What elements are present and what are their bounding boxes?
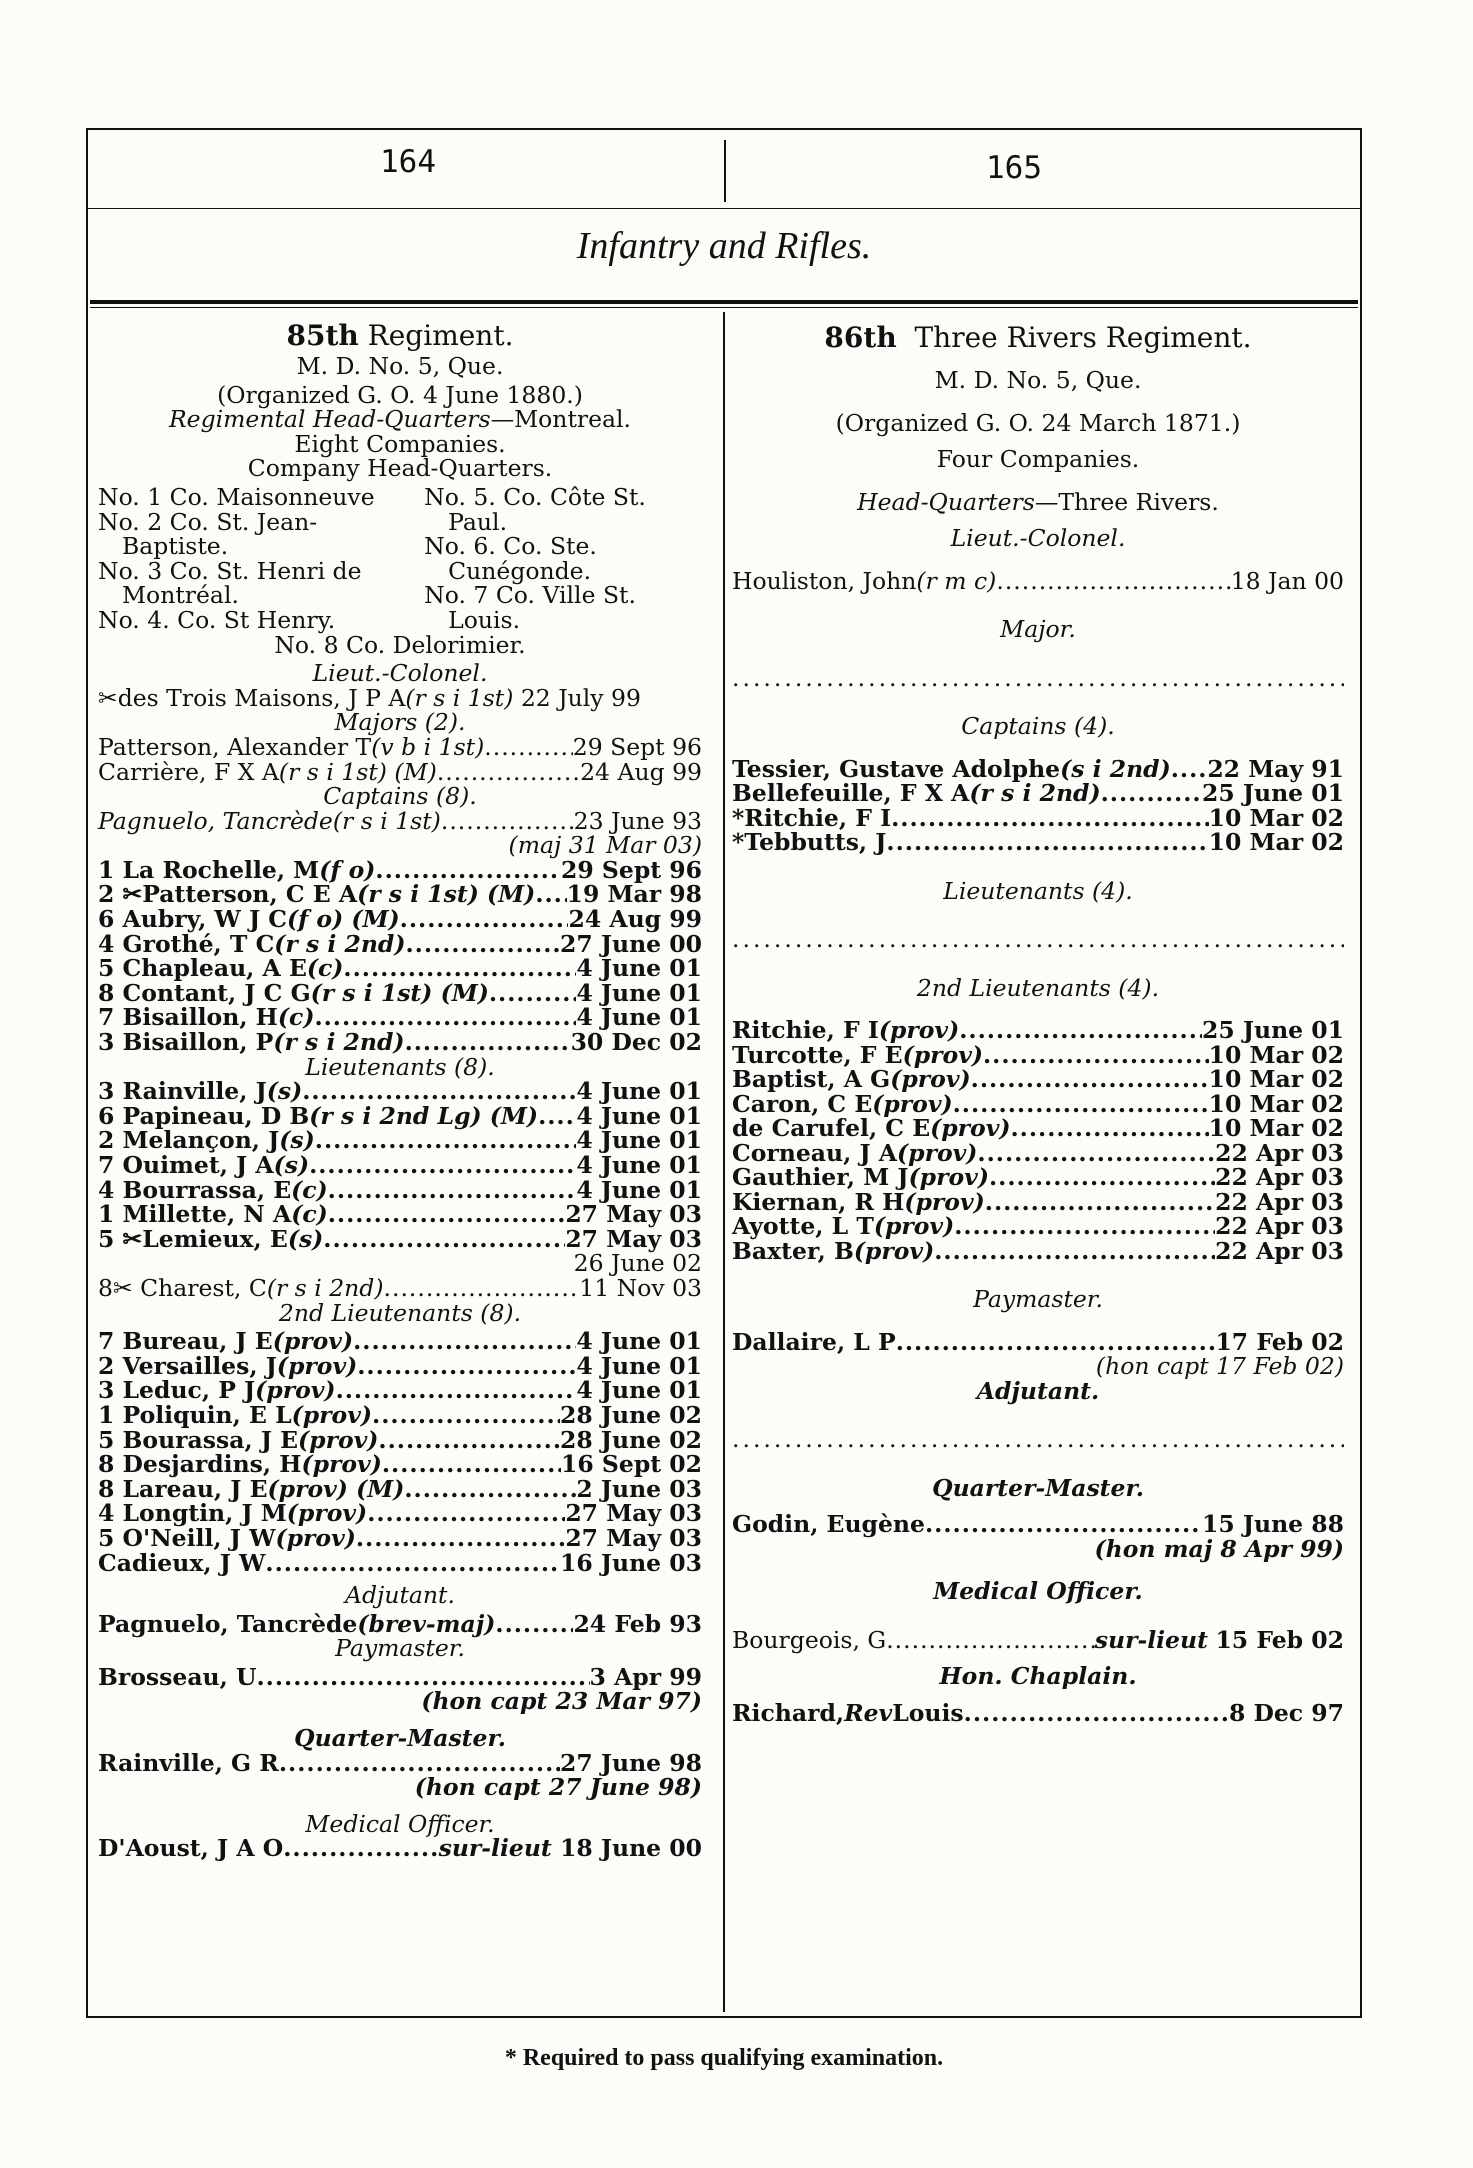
second-lieutenants-label: 2nd Lieutenants (8).	[278, 1298, 522, 1327]
captains-list	[98, 855, 702, 1057]
officer-date: 24 Feb 93	[573, 1609, 702, 1638]
officer-date: 27 May 03	[565, 1499, 702, 1528]
officer-note: (prov)	[275, 1523, 356, 1552]
heavy-rule	[90, 300, 1358, 304]
officer-date: 24 Aug 99	[580, 757, 702, 786]
officer-entry	[98, 1400, 702, 1429]
officer-date: 23 June 93	[573, 806, 702, 835]
officer-note: (f o)	[319, 855, 376, 884]
officer-note: (r m c)	[916, 566, 997, 595]
officer-note: (prov)	[255, 1376, 336, 1405]
captains-label: Captains (8).	[323, 782, 477, 811]
officer-note: (prov)	[872, 1089, 953, 1118]
officer-name: 8 Lareau, J E	[98, 1474, 268, 1503]
officer-date: 22 Apr 03	[1215, 1187, 1344, 1216]
organized-order: (Organized G. O. 4 June 1880.)	[217, 380, 583, 409]
officer-entry	[732, 1116, 1344, 1141]
officer-date: 4 June 01	[576, 1327, 702, 1356]
officer-date: 22 May 91	[1207, 754, 1344, 783]
officer-name: 6 Papineau, D B	[98, 1101, 310, 1130]
officer-note: (r s i 1st)	[405, 683, 514, 712]
officer-date: 15 Feb 02	[1215, 1625, 1344, 1654]
officer-name: 4 Bourrassa, E	[98, 1175, 292, 1204]
adjutant-label: Adjutant.	[345, 1581, 455, 1610]
officer-entry	[732, 566, 1344, 595]
officer-entry	[98, 1175, 702, 1204]
officer-date: 22 Apr 03	[1215, 1212, 1344, 1241]
officer-note: (prov)	[291, 1400, 373, 1429]
company-item: Montréal.	[122, 581, 239, 610]
officer-date: 22 Apr 03	[1215, 1163, 1344, 1192]
officer-name: Kiernan, R H	[732, 1187, 905, 1216]
officer-note: (prov)	[930, 1114, 1011, 1143]
officer-entry	[98, 1128, 702, 1153]
officer-name: Dallaire, L P	[732, 1327, 896, 1356]
officer-entry	[732, 1040, 1344, 1069]
officer-note: (f o) (M)	[287, 905, 400, 934]
officer-name: Baptist, A G	[732, 1065, 891, 1094]
officer-entry	[732, 781, 1344, 806]
company-item: Paul.	[448, 507, 508, 536]
officer-name: 2 ✂Patterson, C E A	[98, 880, 358, 909]
military-district: M. D. No. 5, Que.	[296, 352, 504, 380]
officer-date: 10 Mar 02	[1208, 1089, 1344, 1118]
officer-entry	[732, 1138, 1344, 1167]
officer-date: 4 June 01	[576, 978, 702, 1007]
officer-entry	[98, 732, 702, 761]
officer-name: ✂des Trois Maisons, J P A	[98, 683, 406, 712]
officer-name: Pagnuelo, Tancrède	[98, 806, 333, 835]
officer-entry	[98, 1523, 702, 1552]
officer-entry	[98, 1836, 702, 1861]
officer-date: 29 Sept 96	[572, 732, 702, 761]
left-frame	[86, 128, 88, 2018]
hq-label: Head-Quarters	[857, 487, 1035, 516]
officer-note: (s)	[273, 1151, 310, 1179]
officer-name: 3 Rainville, J	[98, 1077, 267, 1106]
officer-entry	[98, 1378, 702, 1403]
header-rule	[86, 208, 1362, 209]
officer-date: 28 June 02	[559, 1425, 702, 1454]
adjutant-label: Adjutant.	[976, 1376, 1100, 1405]
regiment-ordinal: 85th	[286, 319, 359, 352]
officer-note: (r s i 2nd)	[969, 779, 1101, 808]
officer-note: sur-lieut	[438, 1834, 552, 1863]
officer-date: 16 Sept 02	[561, 1450, 702, 1479]
officer-date: 11 Nov 03	[579, 1273, 702, 1302]
lieutenants-label: Lieutenants (4).	[943, 876, 1133, 905]
officer-extra: (hon capt 23 Mar 97)	[421, 1687, 702, 1716]
officer-entry	[98, 1501, 702, 1526]
officer-name: Carrière, F X A	[98, 757, 279, 786]
officer-entry	[98, 1452, 702, 1477]
lieutenants-list	[98, 1079, 702, 1251]
officer-name: 3 Bisaillon, P	[98, 1028, 274, 1057]
officer-entry	[732, 1214, 1344, 1239]
officer-name: Tessier, Gustave Adolphe	[732, 754, 1061, 783]
officer-name: Houliston, John	[732, 566, 917, 595]
regiment-heading	[732, 320, 1344, 356]
regiment-heading	[98, 318, 702, 354]
officer-note: (r s i 1st) (M)	[357, 880, 536, 909]
officer-extra: (hon capt 17 Feb 02)	[1095, 1352, 1344, 1381]
company-item: No. 1 Co. Maisonneuve	[98, 482, 375, 511]
officer-note: (prov)	[902, 1040, 983, 1069]
officer-note: (prov)	[890, 1065, 971, 1094]
officer-date: 25 June 01	[1201, 779, 1344, 808]
top-rule	[86, 128, 1362, 130]
left-column	[98, 318, 702, 1861]
officer-note: (prov)	[853, 1236, 935, 1265]
officer-date: 19 Mar 98	[566, 880, 702, 909]
officer-entry	[732, 1327, 1344, 1356]
officer-name: 8✂ Charest, C	[98, 1273, 267, 1302]
officer-name: 2 Versailles, J	[98, 1351, 277, 1380]
officer-extra: (maj 31 Mar 03)	[508, 831, 702, 860]
hq-value: —Three Rivers.	[1034, 487, 1219, 516]
officer-date: 8 Dec 97	[1228, 1698, 1344, 1727]
officer-date: 2 June 03	[576, 1474, 702, 1503]
officer-note: (r s i 2nd)	[273, 1028, 405, 1057]
officer-date: 3 Apr 99	[589, 1662, 702, 1691]
company-item: No. 6. Co. Ste.	[424, 532, 597, 561]
officer-entry	[732, 1187, 1344, 1216]
second-lieutenants-list	[732, 1018, 1344, 1263]
officer-entry	[98, 1273, 702, 1302]
company-item: No. 3 Co. St. Henri de	[98, 556, 362, 585]
officer-name: 5 Chapleau, A E	[98, 954, 307, 983]
officer-entry	[98, 1748, 702, 1777]
officer-entry	[98, 929, 702, 958]
officer-entry	[98, 1329, 702, 1354]
officer-entry	[98, 1609, 702, 1638]
officer-name: 5 ✂Lemieux, E	[98, 1224, 288, 1253]
officer-date: 4 June 01	[576, 1175, 702, 1204]
officer-name: 7 Bisaillon, H	[98, 1003, 278, 1032]
officer-name: 2 Melançon, J	[98, 1126, 280, 1155]
officer-date: 4 June 01	[576, 1101, 702, 1130]
officer-name: 5 Bourassa, J E	[98, 1425, 299, 1454]
company-hq-label: Company Head-Quarters.	[247, 454, 553, 483]
company-item: Baptiste.	[122, 532, 229, 561]
officer-note: sur-lieut	[1094, 1625, 1208, 1654]
officer-date: 27 May 03	[565, 1200, 702, 1229]
officer-date: 10 Mar 02	[1208, 1114, 1344, 1143]
officer-name: Corneau, J A	[732, 1138, 898, 1167]
officer-name: Bourgeois, G	[732, 1625, 887, 1654]
officer-note: (v b i 1st)	[371, 732, 485, 761]
paymaster-label: Paymaster.	[973, 1285, 1103, 1314]
officer-date: 22 Apr 03	[1215, 1138, 1344, 1167]
officer-entry	[98, 1662, 702, 1691]
officer-name: de Carufel, C E	[732, 1114, 931, 1143]
company-item: Cunégonde.	[448, 556, 592, 585]
officer-name: 5 O'Neill, J W	[98, 1523, 276, 1552]
company-item: No. 2 Co. St. Jean-	[98, 507, 318, 536]
officer-entry	[732, 1165, 1344, 1190]
officer-date: 28 June 02	[559, 1400, 702, 1429]
officer-entry	[98, 1101, 702, 1130]
second-lieutenants-label: 2nd Lieutenants (4).	[916, 973, 1160, 1002]
regiment-name: Three Rivers Regiment.	[914, 321, 1252, 354]
officer-entry	[98, 1005, 702, 1030]
officer-name: 8 Desjardins, H	[98, 1450, 302, 1479]
hq-label: Regimental Head-Quarters	[168, 405, 491, 434]
officer-note: (c)	[306, 954, 344, 983]
officer-name: 7 Bureau, J E	[98, 1327, 273, 1356]
officer-date: 27 May 03	[565, 1224, 702, 1253]
headquarters	[732, 487, 1344, 516]
companies-right	[424, 482, 702, 634]
officer-entry	[732, 1625, 1344, 1654]
officer-name: Brosseau, U	[98, 1662, 257, 1691]
officer-note: (prov)	[272, 1327, 354, 1356]
officer-entry	[98, 1079, 702, 1104]
officer-name: 1 La Rochelle, M	[98, 855, 320, 884]
officer-note: (prov)	[276, 1351, 358, 1380]
officer-date: 10 Mar 02	[1208, 1040, 1344, 1069]
company-list	[98, 482, 702, 634]
officer-date: 18 Jan 00	[1230, 566, 1344, 595]
lieutenants-label: Lieutenants (8).	[305, 1052, 495, 1081]
officer-entry	[98, 855, 702, 884]
second-lieutenants-list	[98, 1329, 702, 1575]
officer-date: 27 May 03	[565, 1523, 702, 1552]
officer-date: 4 June 01	[576, 1151, 702, 1179]
officer-date: 18 June 00	[559, 1834, 702, 1863]
regiment-name: Regiment.	[367, 319, 514, 352]
officer-note: (prov)	[904, 1187, 985, 1216]
quartermaster-label: Quarter-Master.	[294, 1724, 506, 1753]
officer-name: 1 Millette, N A	[98, 1200, 292, 1229]
officer-note: (s)	[279, 1126, 315, 1155]
officer-entry	[98, 1351, 702, 1380]
officer-name: Ritchie, F I	[732, 1016, 879, 1045]
officer-entry	[732, 1236, 1344, 1265]
officer-date: 22 Apr 03	[1215, 1236, 1344, 1265]
right-page-number: 165	[986, 150, 1042, 186]
officer-date: 4 June 01	[576, 1376, 702, 1405]
page-number-divider	[724, 140, 726, 202]
officer-entry	[732, 1018, 1344, 1043]
bottom-rule	[86, 2016, 1362, 2018]
officer-date: 25 June 01	[1201, 1016, 1344, 1045]
officer-name: Bellefeuille, F X A	[732, 779, 970, 808]
vacant-entry	[732, 1427, 1344, 1452]
hq-value: —Montreal.	[490, 405, 632, 434]
thin-rule	[90, 307, 1358, 308]
company-item: No. 5. Co. Côte St.	[424, 482, 646, 511]
officer-entry	[98, 1202, 702, 1227]
medical-label: Medical Officer.	[933, 1577, 1143, 1606]
officer-name: Pagnuelo, Tancrède	[98, 1609, 358, 1638]
medical-label: Medical Officer.	[305, 1809, 495, 1838]
officer-entry	[732, 1698, 1344, 1727]
officer-name: 4 Grothé, T C	[98, 929, 275, 958]
officer-date: 10 Mar 02	[1208, 828, 1344, 857]
officer-entry	[732, 754, 1344, 783]
majors-label: Majors (2).	[334, 708, 466, 737]
officer-date: 4 June 01	[576, 1077, 702, 1106]
officer-extra: 26 June 02	[573, 1249, 702, 1278]
officer-note: (r s i 2nd Lg) (M)	[309, 1101, 539, 1130]
officer-date: 27 June 98	[559, 1748, 702, 1777]
officer-note: (r s i 1st) (M)	[310, 978, 489, 1007]
officer-date: 29 Sept 96	[561, 855, 702, 884]
officer-date: 24 Aug 99	[568, 905, 702, 934]
regiment-ordinal: 86th	[824, 321, 897, 354]
officer-name: 7 Ouimet, J A	[98, 1151, 274, 1179]
military-district: M. D. No. 5, Que.	[934, 366, 1142, 394]
headquarters	[98, 407, 702, 432]
officer-name: 3 Leduc, P J	[98, 1376, 256, 1405]
officer-note: (s i 2nd)	[1060, 754, 1171, 783]
officer-date: 4 June 01	[576, 1003, 702, 1032]
officer-note: (prov)	[878, 1016, 960, 1045]
officer-date: 17 Feb 02	[1215, 1327, 1344, 1356]
officer-entry	[98, 806, 702, 835]
organized-order: (Organized G. O. 24 March 1871.)	[835, 408, 1241, 437]
officer-note: Rev	[844, 1698, 893, 1727]
officer-entry	[98, 1030, 702, 1055]
officer-entry	[98, 1474, 702, 1503]
officer-date: 15 June 88	[1201, 1510, 1344, 1539]
officer-name: Cadieux, J W	[98, 1548, 266, 1577]
captains-label: Captains (4).	[961, 712, 1115, 741]
paymaster-label: Paymaster.	[335, 1634, 465, 1663]
officer-entry	[98, 1224, 702, 1253]
officer-note: (prov)	[286, 1499, 368, 1528]
officer-date: 30 Dec 02	[570, 1028, 702, 1057]
officer-date: 22 July 99	[520, 683, 641, 712]
officer-date: 4 June 01	[576, 1351, 702, 1380]
officer-note: (c)	[291, 1200, 328, 1229]
officer-name: 6 Aubry, W J C	[98, 905, 288, 934]
officer-entry	[732, 1067, 1344, 1092]
officer-name: 8 Contant, J C G	[98, 978, 311, 1007]
vacant-entry	[732, 666, 1344, 691]
officer-note: (r s i 2nd)	[266, 1273, 384, 1302]
officer-date: 27 June 00	[559, 929, 702, 958]
officer-name: Ayotte, L T	[732, 1212, 874, 1241]
chaplain-label: Hon. Chaplain.	[939, 1662, 1137, 1691]
officer-note: (prov)	[298, 1425, 379, 1454]
company-item: No. 8 Co. Delorimier.	[274, 630, 526, 659]
officer-entry	[98, 683, 702, 712]
officer-name: Gauthier, M J	[732, 1163, 909, 1192]
right-column	[732, 318, 1344, 1725]
officer-note: (c)	[291, 1175, 328, 1204]
company-item: No. 4. Co. St Henry.	[98, 605, 336, 634]
company-item: Louis.	[448, 605, 521, 634]
companies-left	[98, 482, 424, 634]
officer-entry	[98, 1153, 702, 1178]
officer-note: (r s i 1st) (M)	[278, 757, 437, 786]
officer-name: Patterson, Alexander T	[98, 732, 372, 761]
officer-entry	[98, 757, 702, 786]
captains-list	[732, 754, 1344, 857]
officer-name: D'Aoust, J A O	[98, 1834, 284, 1863]
officer-note: (prov)	[873, 1212, 955, 1241]
officer-note: (s)	[266, 1077, 303, 1106]
officer-name: 4 Longtin, J M	[98, 1499, 287, 1528]
officer-extra: (hon capt 27 June 98)	[414, 1773, 702, 1802]
footnote: * Required to pass qualifying examination.	[504, 2045, 944, 2071]
companies-count: Eight Companies.	[294, 429, 506, 458]
officer-name: 1 Poliquin, E L	[98, 1400, 292, 1429]
officer-name: Louis	[892, 1698, 964, 1727]
left-page-number: 164	[380, 144, 436, 180]
officer-name: Rainville, G R	[98, 1748, 279, 1777]
officer-entry	[732, 1089, 1344, 1118]
officer-date: 16 June 03	[559, 1548, 702, 1577]
lieut-colonel-label: Lieut.-Colonel.	[950, 524, 1126, 552]
vacant-entry	[732, 927, 1344, 952]
officer-note: (brev-maj)	[357, 1609, 496, 1638]
page-sheet	[86, 128, 1362, 2071]
officer-name: Caron, C E	[732, 1089, 873, 1118]
officer-name: Baxter, B	[732, 1236, 854, 1265]
officer-name: *Tebbutts, J	[732, 828, 887, 857]
officer-entry	[98, 1425, 702, 1454]
officer-extra: (hon maj 8 Apr 99)	[1094, 1534, 1344, 1563]
officer-note: (r s i 1st)	[332, 806, 441, 835]
officer-date: 4 June 01	[576, 954, 702, 983]
officer-note: (prov)	[908, 1163, 989, 1192]
column-divider	[723, 312, 725, 2012]
officer-entry	[98, 978, 702, 1007]
officer-note: (r s i 2nd)	[274, 929, 406, 958]
officer-name: *Ritchie, F I	[732, 803, 892, 832]
officer-note: (prov)	[301, 1450, 382, 1479]
officer-date: 10 Mar 02	[1208, 1065, 1344, 1094]
officer-note: (prov) (M)	[267, 1474, 405, 1503]
officer-entry	[98, 882, 702, 907]
officer-entry	[98, 907, 702, 932]
running-head: Infantry and Rifles.	[576, 225, 872, 267]
officer-note: (c)	[277, 1003, 315, 1032]
companies-count: Four Companies.	[936, 445, 1140, 473]
officer-date: 10 Mar 02	[1208, 803, 1344, 832]
officer-name: Godin, Eugène	[732, 1510, 925, 1539]
officer-note: (prov)	[897, 1138, 978, 1167]
officer-name: Turcotte, F E	[732, 1040, 903, 1069]
lieut-colonel-label: Lieut.-Colonel.	[312, 659, 488, 688]
officer-entry	[732, 803, 1344, 832]
company-item: No. 7 Co. Ville St.	[424, 581, 636, 610]
quartermaster-label: Quarter-Master.	[932, 1473, 1144, 1502]
officer-entry	[98, 1548, 702, 1577]
officer-name: Richard,	[732, 1698, 845, 1727]
major-label: Major.	[1000, 615, 1076, 643]
officer-note: (s)	[287, 1224, 324, 1253]
officer-entry	[98, 956, 702, 981]
officer-date: 4 June 01	[576, 1126, 702, 1155]
right-frame	[1360, 128, 1362, 2018]
officer-entry	[732, 830, 1344, 855]
officer-entry	[732, 1512, 1344, 1537]
